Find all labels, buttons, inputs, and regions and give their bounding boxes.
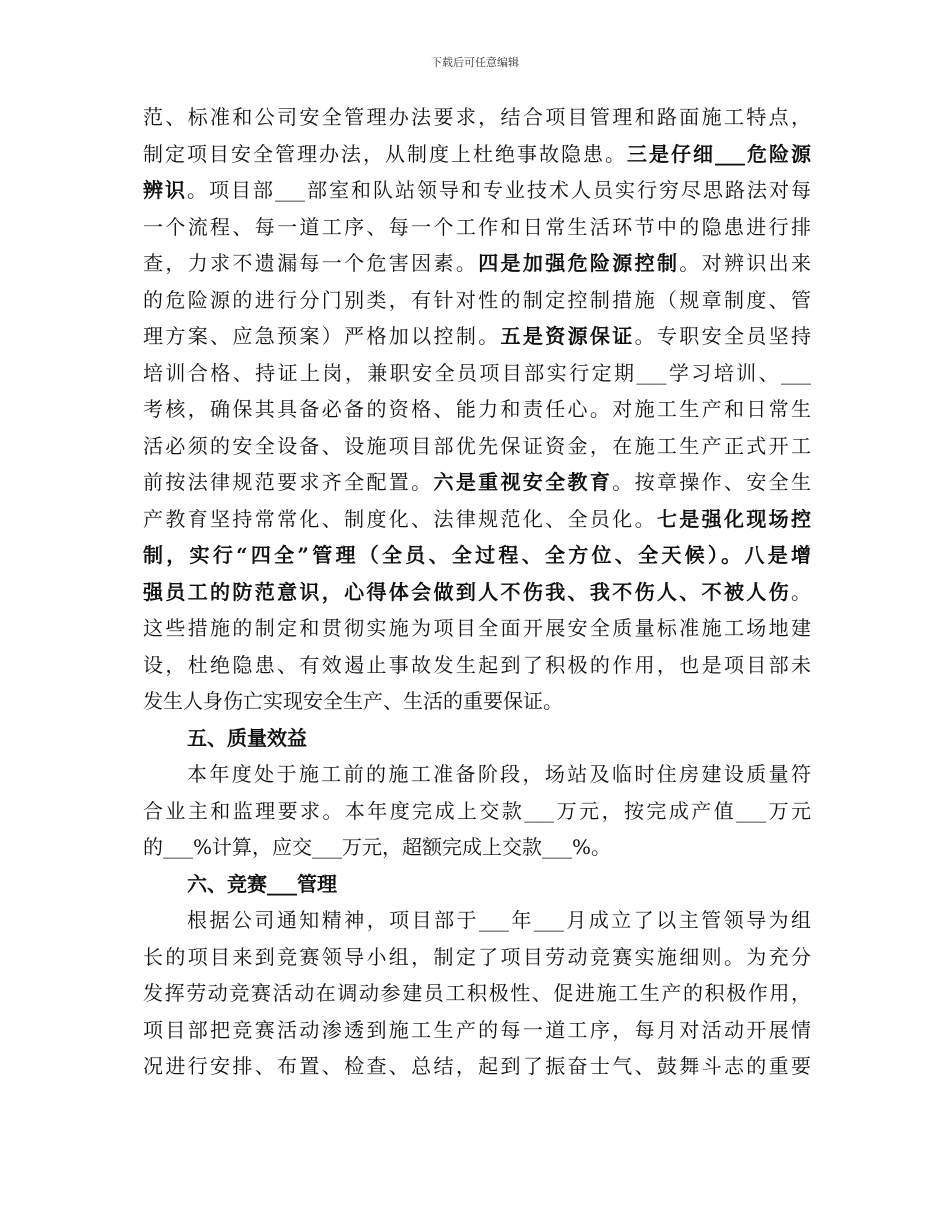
- bold-text: 六、竞赛___管理: [187, 871, 337, 896]
- bold-text: 六是重视安全教育: [433, 470, 613, 494]
- text-segment: 的___%计算，应交___万元，超额完成上交款___%。: [143, 835, 612, 859]
- text-segment: 长的项目来到竞赛领导小组，制定了项目劳动竞赛实施细则。为充分: [143, 944, 811, 969]
- text-segment: 根据公司通知精神，项目部于___年___月成立了以主管领导为组: [187, 908, 811, 932]
- bold-text: 三是仔细___危险源: [627, 141, 811, 166]
- text-line: [143, 428, 811, 465]
- bold-text: 七是强化现场控: [656, 506, 812, 531]
- text-segment: 。对辨识出来: [679, 251, 812, 275]
- text-segment: 合业主和监理要求。本年度完成上交款___万元，按完成产值___万元: [143, 798, 811, 823]
- text-line: [143, 610, 811, 647]
- text-segment: 。: [791, 579, 811, 604]
- text-line: [143, 975, 811, 1012]
- text-line: [143, 574, 811, 611]
- text-segment: 。按章操作、安全生: [612, 470, 812, 494]
- document-body: [143, 99, 811, 1085]
- text-segment: 的危险源的进行分门别类，有针对性的制定控制措施（规章制度、管: [143, 287, 811, 312]
- text-segment: 产教育坚持常常化、制度化、法律规范化、全员化。: [143, 506, 657, 531]
- text-segment: 培训合格、持证上岗，兼职安全员项目部实行定期___学习培训、___: [143, 360, 811, 385]
- text-line: [143, 501, 811, 538]
- text-line: [143, 355, 811, 392]
- section-heading: [143, 720, 811, 757]
- text-line: [143, 829, 811, 866]
- section-heading: [143, 866, 811, 903]
- text-segment: 活必须的安全设备、设施项目部优先保证资金，在施工生产正式开工: [143, 433, 811, 458]
- text-segment: 范、标准和公司安全管理办法要求，结合项目管理和路面施工特点，: [143, 105, 811, 129]
- text-segment: 项目部把竞赛活动渗透到施工生产的每一道工序，每月对活动开展情: [143, 1017, 811, 1042]
- text-segment: 查，力求不遗漏每一个危害因素。: [143, 251, 479, 275]
- text-segment: 况进行安排、布置、检查、总结，起到了振奋士气、鼓舞斗志的重要: [143, 1054, 811, 1078]
- bold-text: 制，实行“四全”管理（全员、全过程、全方位、全天候）。八是增: [143, 543, 811, 567]
- text-line: [143, 1012, 811, 1049]
- text-segment: 考核，确保其具备必备的资格、能力和责任心。对施工生产和日常生: [143, 397, 811, 421]
- text-line: [143, 939, 811, 976]
- bold-text: 四是加强危险源控制: [478, 251, 680, 275]
- text-segment: 设，杜绝隐患、有效遏止事故发生起到了积极的作用，也是项目部未: [143, 652, 811, 677]
- bold-text: 辨识: [143, 178, 187, 202]
- text-segment: 理方案、应急预案）严格加以控制。: [143, 324, 501, 348]
- text-line: [143, 537, 811, 574]
- text-segment: 。项目部___部室和队站领导和专业技术人员实行穷尽思路法对每: [187, 178, 811, 202]
- text-segment: 一个流程、每一道工序、每一个工作和日常生活环节中的隐患进行排: [143, 214, 811, 239]
- text-segment: 。专职安全员坚持: [634, 324, 812, 348]
- bold-text: 五是资源保证: [500, 324, 635, 348]
- text-segment: 前按法律规范要求齐全配置。: [143, 470, 434, 494]
- text-line: [143, 172, 811, 209]
- text-line: [143, 1048, 811, 1085]
- text-line: [143, 683, 811, 720]
- text-line: [143, 209, 811, 246]
- text-line: [143, 902, 811, 939]
- text-line: [143, 391, 811, 428]
- text-segment: 发生人身伤亡实现安全生产、生活的重要保证。: [143, 689, 563, 713]
- text-line: [143, 99, 811, 136]
- text-segment: 发挥劳动竞赛活动在调动参建员工积极性、促进施工生产的积极作用，: [143, 981, 811, 1005]
- text-line: [143, 647, 811, 684]
- text-line: [143, 245, 811, 282]
- text-line: [143, 136, 811, 173]
- text-line: [143, 793, 811, 830]
- text-line: [143, 318, 811, 355]
- text-segment: 制定项目安全管理办法，从制度上杜绝事故隐患。: [143, 141, 627, 166]
- text-segment: 本年度处于施工前的施工准备阶段，场站及临时住房建设质量符: [187, 762, 811, 786]
- text-line: [143, 282, 811, 319]
- text-segment: 这些措施的制定和贯彻实施为项目全面开展安全质量标准施工场地建: [143, 616, 811, 640]
- bold-text: 五、质量效益: [187, 725, 307, 750]
- bold-text: 强员工的防范意识，心得体会做到人不伤我、我不伤人、不被人伤: [143, 579, 791, 604]
- text-line: [143, 756, 811, 793]
- text-line: [143, 464, 811, 501]
- page-header: 下载后可任意编辑: [431, 56, 519, 69]
